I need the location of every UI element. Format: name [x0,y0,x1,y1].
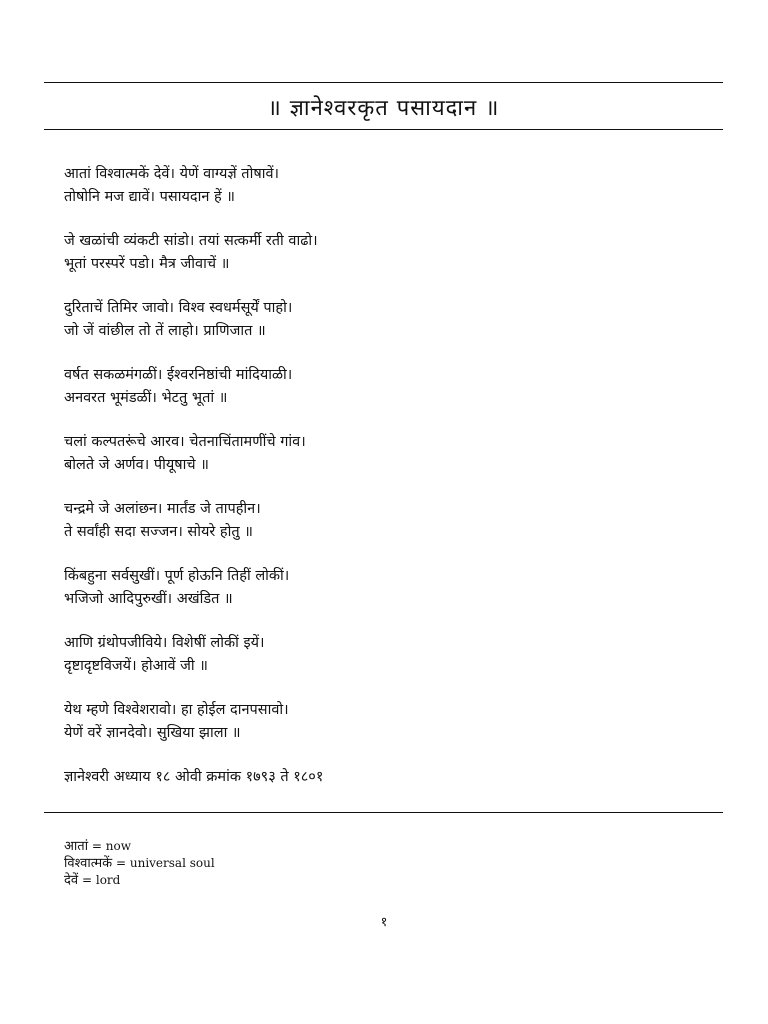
verse-line: दृष्टादृष्टविजयें। होआवें जी ॥ [64,658,208,674]
verse-line: तोषोनि मज द्यावें। पसायदान हें ॥ [64,189,235,205]
verse-line: येणें वरें ज्ञानदेवो। सुखिया झाला ॥ [64,725,241,741]
glossary-separator: = [81,873,93,887]
source-reference: ज्ञानेश्वरी अध्याय १८ ओवी क्रमांक १७९३ ते १८०१ [64,769,324,785]
verse-line: येथ म्हणे विश्वेशरावो। हा होईल दानपसावो। [64,702,289,718]
page-number: १ [380,915,388,930]
stanza [64,565,704,611]
verse-line: किंबहुना सर्वसुखीं। पूर्ण होऊनि तिहीं लोकीं। [64,568,290,584]
glossary-definition: lord [95,873,121,887]
verse-line: जो जें वांछील तो तें लाहो। प्राणिजात ॥ [64,323,266,339]
verse-line: आणि ग्रंथोपजीविये। विशेषीं लोकीं इयें। [64,635,265,651]
stanza [64,364,704,410]
glossary-definition: universal soul [129,856,215,870]
page-title: ॥ ज्ञानेश्वरकृत पसायदान ॥ [267,96,500,121]
glossary-entry [64,855,464,872]
verse-line: वर्षत सकळमंगळीं। ईश्वरनिष्ठांची मांदियाळी। [64,367,293,383]
verse-line: अनवरत भूमंडळीं। भेटतु भूतां ॥ [64,390,228,406]
verse-line: भजिजो आदिपुरुखीं। अखंडित ॥ [64,591,233,607]
verse-line: चन्द्रमे जे अलांछन। मार्तंड जे तापहीन। [64,501,261,517]
glossary-entry [64,838,464,855]
verse-line: जे खळांची व्यंकटी सांडो। तयां सत्कर्मी रती वाढो। [64,233,318,249]
glossary-separator: = [115,856,127,870]
glossary-definition: now [105,839,132,853]
poem-body [64,163,704,789]
footnote-rule [44,812,723,813]
title-rule [44,129,723,130]
glossary [64,838,464,889]
glossary-separator: = [91,839,102,853]
verse-line: ते सर्वांही सदा सज्जन। सोयरे होतु ॥ [64,524,253,540]
verse-line: बोलते जे अर्णव। पीयूषाचे ॥ [64,457,209,473]
verse-line: आतां विश्वात्मकें देवें। येणें वाग्यज्ञें तोषावें। [64,166,280,182]
stanza [64,297,704,343]
stanza [64,163,704,209]
glossary-term: देवें [64,873,79,888]
glossary-entry [64,872,464,889]
glossary-term: विश्वात्मकें [64,856,113,871]
stanza [64,632,704,678]
top-rule [44,82,723,83]
stanza [64,498,704,544]
verse-line: भूतां परस्परें पडो। मैत्र जीवाचें ॥ [64,256,230,272]
verse-line: दुरिताचें तिमिर जावो। विश्व स्वधर्मसूर्यें पाहो। [64,300,293,316]
stanza [64,230,704,276]
stanza [64,699,704,745]
stanza [64,431,704,477]
verse-line: चलां कल्पतरूंचे आरव। चेतनाचिंतामणींचे गांव। [64,434,306,450]
glossary-term: आतां [64,839,89,854]
